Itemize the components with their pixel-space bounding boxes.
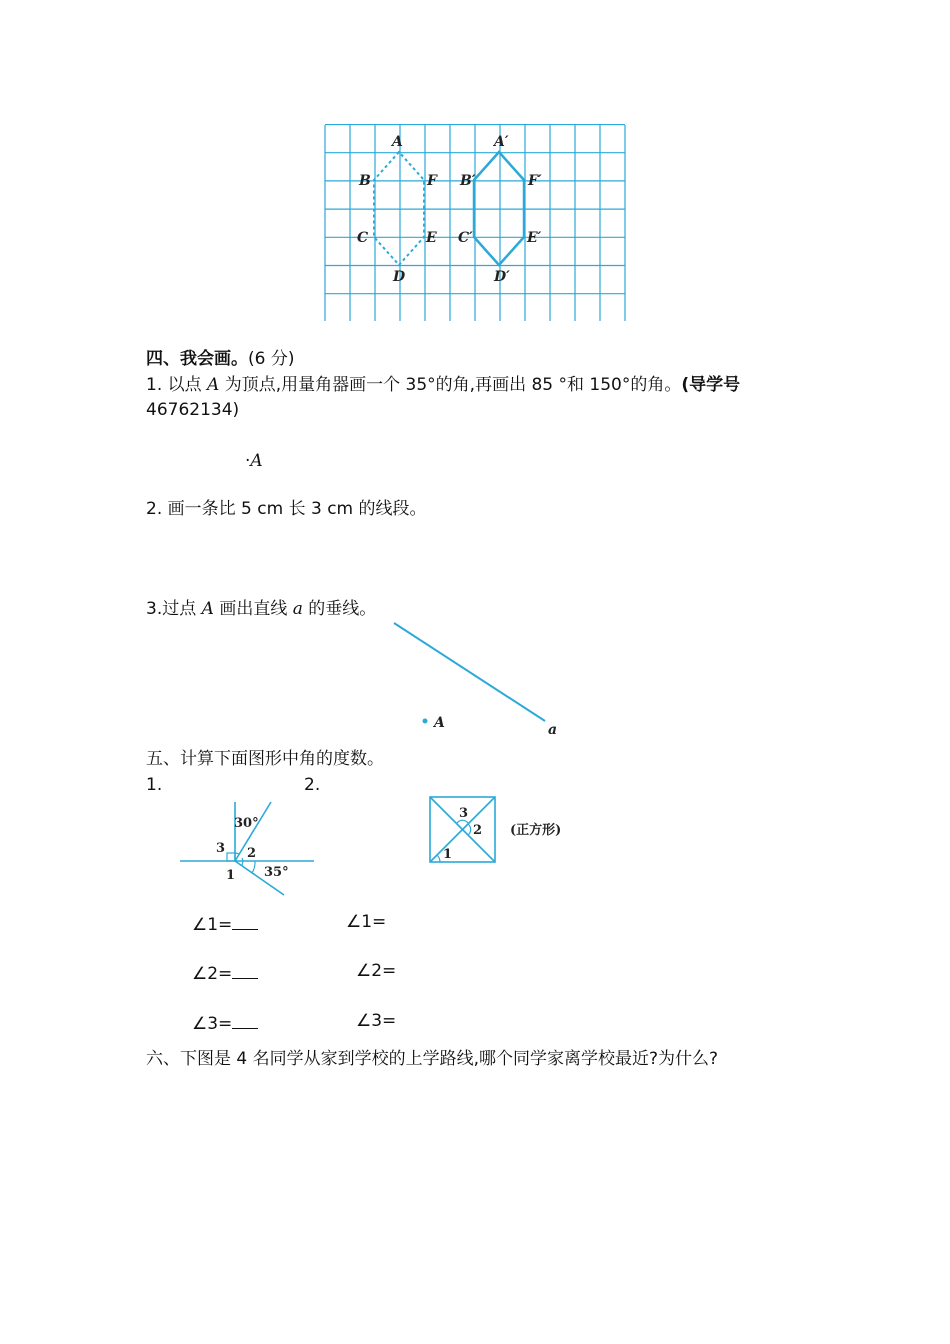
fig1-angle-35: 35° xyxy=(264,865,289,880)
point-A-dot xyxy=(423,719,428,724)
label-D-prime: D′ xyxy=(494,269,510,285)
section6-heading: 六、下图是 4 名同学从家到学校的上学路线,哪个同学家离学校最近?为什么? xyxy=(146,1049,719,1069)
section4-heading xyxy=(146,349,294,370)
line-a-label: a xyxy=(548,722,558,738)
answer-blank[interactable] xyxy=(232,912,258,930)
label-D: D xyxy=(393,269,406,285)
fig2-label-3: 3 xyxy=(459,806,469,821)
answer-blank[interactable] xyxy=(232,1011,258,1029)
label-F: F xyxy=(427,173,437,189)
grid-figure xyxy=(324,124,626,324)
label-F-prime: F′ xyxy=(528,173,542,189)
fig2-label-2: 2 xyxy=(473,823,483,838)
square-figure-2 xyxy=(427,795,587,867)
q2-text: 画一条比 5 cm 长 3 cm 的线段。 xyxy=(167,499,427,519)
q3-figure xyxy=(390,615,570,740)
label-E-prime: E′ xyxy=(527,230,542,246)
q1-line xyxy=(146,375,740,396)
q3-point: A xyxy=(201,599,214,619)
section4-title: 四、我会画。 xyxy=(146,349,248,369)
q1-point: A xyxy=(207,375,220,395)
q3-text-b: 画出直线 xyxy=(219,599,288,619)
section4-points: (6 分) xyxy=(248,349,295,369)
answer-left-3-label: ∠3= xyxy=(192,1014,233,1034)
answer-right-2: ∠2= xyxy=(356,961,397,981)
answer-right-1: ∠1= xyxy=(346,912,387,932)
line-a xyxy=(394,623,545,721)
q3-number: 3. xyxy=(146,599,163,619)
q1-text-b: 为顶点,用量角器画一个 35°的角,再画出 85 °和 150°的角。 xyxy=(224,375,682,395)
answer-right-3: ∠3= xyxy=(356,1011,397,1031)
q1-point-label: A xyxy=(250,451,263,471)
label-C: C xyxy=(357,230,369,246)
fig1-label-1: 1 xyxy=(226,868,236,883)
label-E: E xyxy=(426,230,437,246)
label-B-prime: B′ xyxy=(460,173,476,189)
answer-left-3 xyxy=(192,1011,258,1035)
angle-figure-1 xyxy=(178,798,318,898)
q1-ref-number: 46762134) xyxy=(146,400,240,420)
answer-left-2-label: ∠2= xyxy=(192,964,233,984)
fig1-label-3: 3 xyxy=(216,841,226,856)
fig1-number: 1. xyxy=(146,775,163,795)
answer-left-1 xyxy=(192,912,258,936)
q1-point-dot: · xyxy=(245,451,251,471)
q3-line-name: a xyxy=(292,599,303,619)
fig1-label-2: 2 xyxy=(247,846,257,861)
q3-text-c: 的垂线。 xyxy=(308,599,377,619)
label-C-prime: C′ xyxy=(458,230,473,246)
section5-heading: 五、计算下面图形中角的度数。 xyxy=(146,749,384,769)
q1-point-marker xyxy=(245,451,263,472)
answer-left-1-label: ∠1= xyxy=(192,915,233,935)
q3-line xyxy=(146,599,376,620)
q3-text-a: 过点 xyxy=(162,599,197,619)
fig1-angle-30: 30° xyxy=(234,816,259,831)
label-A: A xyxy=(392,134,403,150)
q2-number: 2. xyxy=(146,499,163,519)
fig2-label-1: 1 xyxy=(443,847,453,862)
label-B: B xyxy=(359,173,371,189)
q1-number: 1. xyxy=(146,375,163,395)
q1-ref: (导学号 xyxy=(681,375,741,395)
q2-line xyxy=(146,499,427,520)
fig2-number: 2. xyxy=(304,775,321,795)
q1-text-a: 以点 xyxy=(167,375,202,395)
answer-left-2 xyxy=(192,961,258,985)
label-A-prime: A′ xyxy=(494,134,509,150)
point-A-label: A xyxy=(434,715,445,731)
answer-blank[interactable] xyxy=(232,961,258,979)
fig2-caption: (正方形) xyxy=(510,823,562,838)
